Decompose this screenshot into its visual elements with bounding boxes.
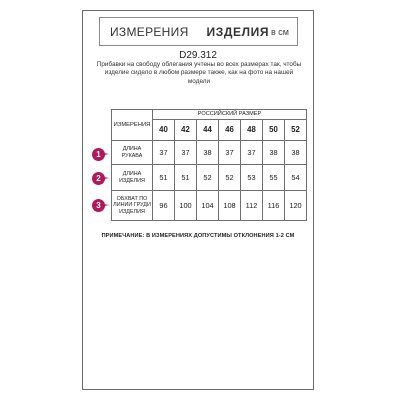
measurements-header: ИЗМЕРЕНИЯ xyxy=(112,110,153,141)
value-cell: 53 xyxy=(241,165,263,191)
value-cell: 51 xyxy=(153,165,175,191)
title-measurements: ИЗМЕРЕНИЯ xyxy=(110,24,189,39)
value-cell: 104 xyxy=(197,191,219,221)
value-cell: 116 xyxy=(263,191,285,221)
value-cell: 96 xyxy=(153,191,175,221)
page-title xyxy=(110,25,269,39)
value-cell: 55 xyxy=(263,165,285,191)
row-2-badge: 2 xyxy=(92,172,105,185)
value-cell: 100 xyxy=(175,191,197,221)
russian-size-header: РОССИЙСКИЙ РАЗМЕР xyxy=(153,110,307,120)
size-cell: 42 xyxy=(175,119,197,140)
size-cell: 44 xyxy=(197,119,219,140)
value-cell: 52 xyxy=(197,165,219,191)
value-cell: 38 xyxy=(263,141,285,165)
unit-label: в см xyxy=(271,26,289,37)
title-garment: ИЗДЕЛИЯ xyxy=(206,24,270,39)
value-cell: 37 xyxy=(153,141,175,165)
row-label: ДЛИНА ИЗДЕЛИЯ xyxy=(112,165,153,191)
table-row xyxy=(112,141,307,165)
size-cell: 48 xyxy=(241,119,263,140)
row-1-badge: 1 xyxy=(92,148,105,161)
value-cell: 112 xyxy=(241,191,263,221)
size-cell: 50 xyxy=(263,119,285,140)
row-label: ДЛИНА РУКАВА xyxy=(112,141,153,165)
size-cell: 40 xyxy=(153,119,175,140)
value-cell: 108 xyxy=(219,191,241,221)
size-cell: 52 xyxy=(285,119,307,140)
value-cell: 51 xyxy=(175,165,197,191)
tolerance-note: ПРИМЕЧАНИЕ: В ИЗМЕРЕНИЯХ ДОПУСТИМЫ ОТКЛОНЕНИЯ 1-2 СМ xyxy=(101,233,295,239)
size-chart-sheet xyxy=(82,10,314,390)
value-cell: 54 xyxy=(285,165,307,191)
table-row xyxy=(112,165,307,191)
size-table xyxy=(111,109,307,221)
article-number: D29.312 xyxy=(179,50,217,61)
value-cell: 37 xyxy=(241,141,263,165)
size-cell: 46 xyxy=(219,119,241,140)
row-label: ОБХВАТ ПО ЛИНИИ ГРУДИ ИЗДЕЛИЯ xyxy=(112,191,153,221)
value-cell: 52 xyxy=(219,165,241,191)
title-box xyxy=(99,17,298,46)
value-cell: 37 xyxy=(219,141,241,165)
value-cell: 120 xyxy=(285,191,307,221)
value-cell: 38 xyxy=(285,141,307,165)
value-cell: 37 xyxy=(175,141,197,165)
table-row xyxy=(112,191,307,221)
fit-note: Прибавки на свободу облегания учтены во всех размерах так, чтобы изделие сидело в любом размере также, как на фото на нашей модели xyxy=(96,61,302,85)
row-3-badge: 3 xyxy=(92,199,105,212)
value-cell: 38 xyxy=(197,141,219,165)
